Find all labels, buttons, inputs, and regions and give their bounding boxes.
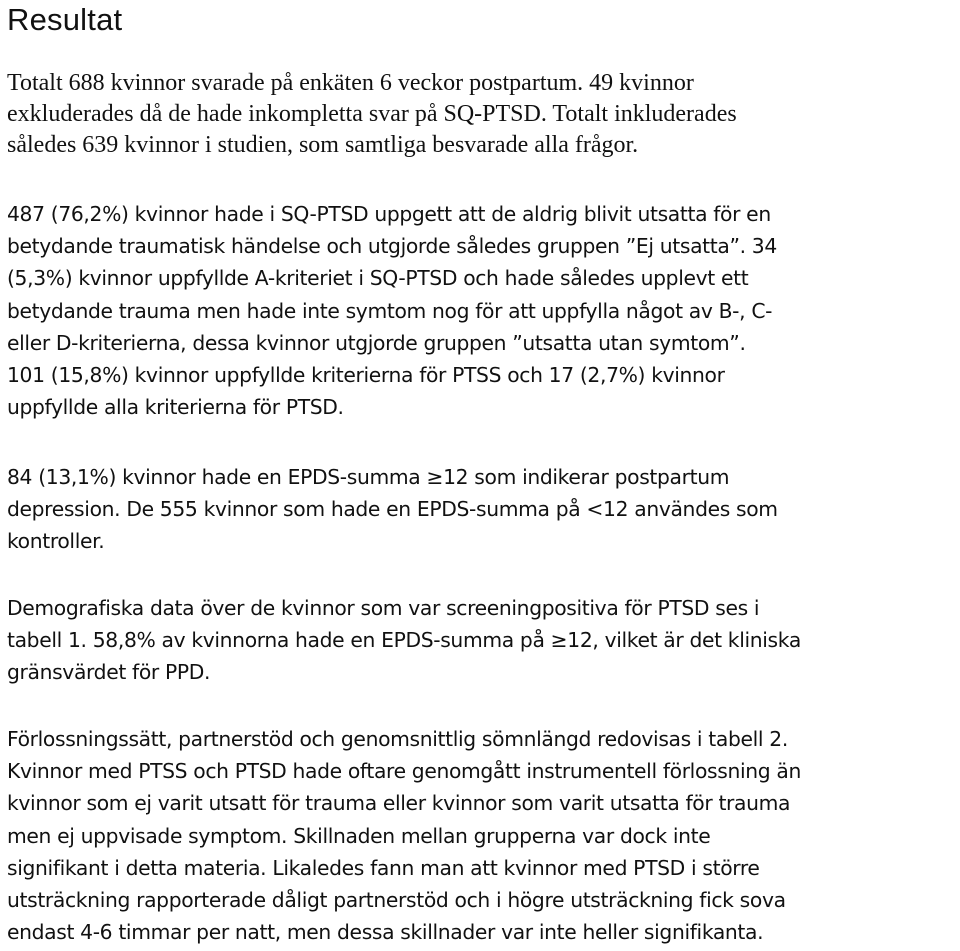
text-line: Demografiska data över de kvinnor som var screeningpositiva för PTSD ses i bbox=[7, 596, 760, 620]
text-line: Kvinnor med PTSS och PTSD hade oftare genomgått instrumentell förlossning än bbox=[7, 759, 801, 784]
text-line: exkluderades då de hade inkompletta svar på SQ-PTSD. Totalt inkluderades bbox=[7, 101, 737, 127]
text-line: 487 (76,2%) kvinnor hade i SQ-PTSD uppgett att de aldrig blivit utsatta för en bbox=[7, 202, 771, 226]
text-line: signifikant i detta materia. Likaledes fann man att kvinnor med PTSD i större bbox=[7, 855, 760, 880]
paragraph-epds bbox=[7, 461, 778, 558]
text-line: således 639 kvinnor i studien, som samtliga besvarade alla frågor. bbox=[7, 132, 639, 158]
text-line: betydande trauma men hade inte symtom nog för att uppfylla något av B-, C- bbox=[7, 298, 773, 323]
text-line: depression. De 555 kvinnor som hade en EPDS-summa på <12 användes som bbox=[7, 497, 778, 522]
text-line: eller D-kriterierna, dessa kvinnor utgjorde gruppen ”utsatta utan symtom”. bbox=[7, 330, 746, 355]
text-line: kvinnor som ej varit utsatt för trauma eller kvinnor som varit utsatta för trauma bbox=[7, 791, 791, 816]
paragraph-sample-size bbox=[7, 68, 737, 161]
text-line: gränsvärdet för PPD. bbox=[7, 660, 211, 685]
section-heading: Resultat bbox=[7, 2, 123, 37]
paragraph-trauma-groups bbox=[7, 198, 777, 423]
text-line: 84 (13,1%) kvinnor hade en EPDS-summa ≥12 som indikerar postpartum bbox=[7, 465, 730, 489]
text-line: Totalt 688 kvinnor svarade på enkäten 6 veckor postpartum. 49 kvinnor bbox=[7, 70, 694, 96]
text-line: Förlossningssätt, partnerstöd och genomsnittlig sömnlängd redovisas i tabell 2. bbox=[7, 727, 788, 751]
paragraph-delivery bbox=[7, 723, 801, 948]
text-line: kontroller. bbox=[7, 529, 105, 554]
text-line: (5,3%) kvinnor uppfyllde A-kriteriet i SQ-PTSD och hade således upplevt ett bbox=[7, 266, 749, 291]
text-line: men ej uppvisade symptom. Skillnaden mellan grupperna var dock inte bbox=[7, 823, 711, 848]
paragraph-demographics bbox=[7, 592, 801, 689]
text-line: endast 4-6 timmar per natt, men dessa skillnader var inte heller signifikanta. bbox=[7, 920, 764, 945]
document-page bbox=[7, 0, 957, 945]
text-line: betydande traumatisk händelse och utgjorde således gruppen ”Ej utsatta”. 34 bbox=[7, 234, 777, 259]
text-line: uppfyllde alla kriterierna för PTSD. bbox=[7, 395, 344, 420]
text-line: utsträckning rapporterade dåligt partnerstöd och i högre utsträckning fick sova bbox=[7, 888, 786, 913]
text-line: 101 (15,8%) kvinnor uppfyllde kriterierna för PTSS och 17 (2,7%) kvinnor bbox=[7, 363, 725, 388]
text-line: tabell 1. 58,8% av kvinnorna hade en EPDS-summa på ≥12, vilket är det kliniska bbox=[7, 628, 801, 653]
